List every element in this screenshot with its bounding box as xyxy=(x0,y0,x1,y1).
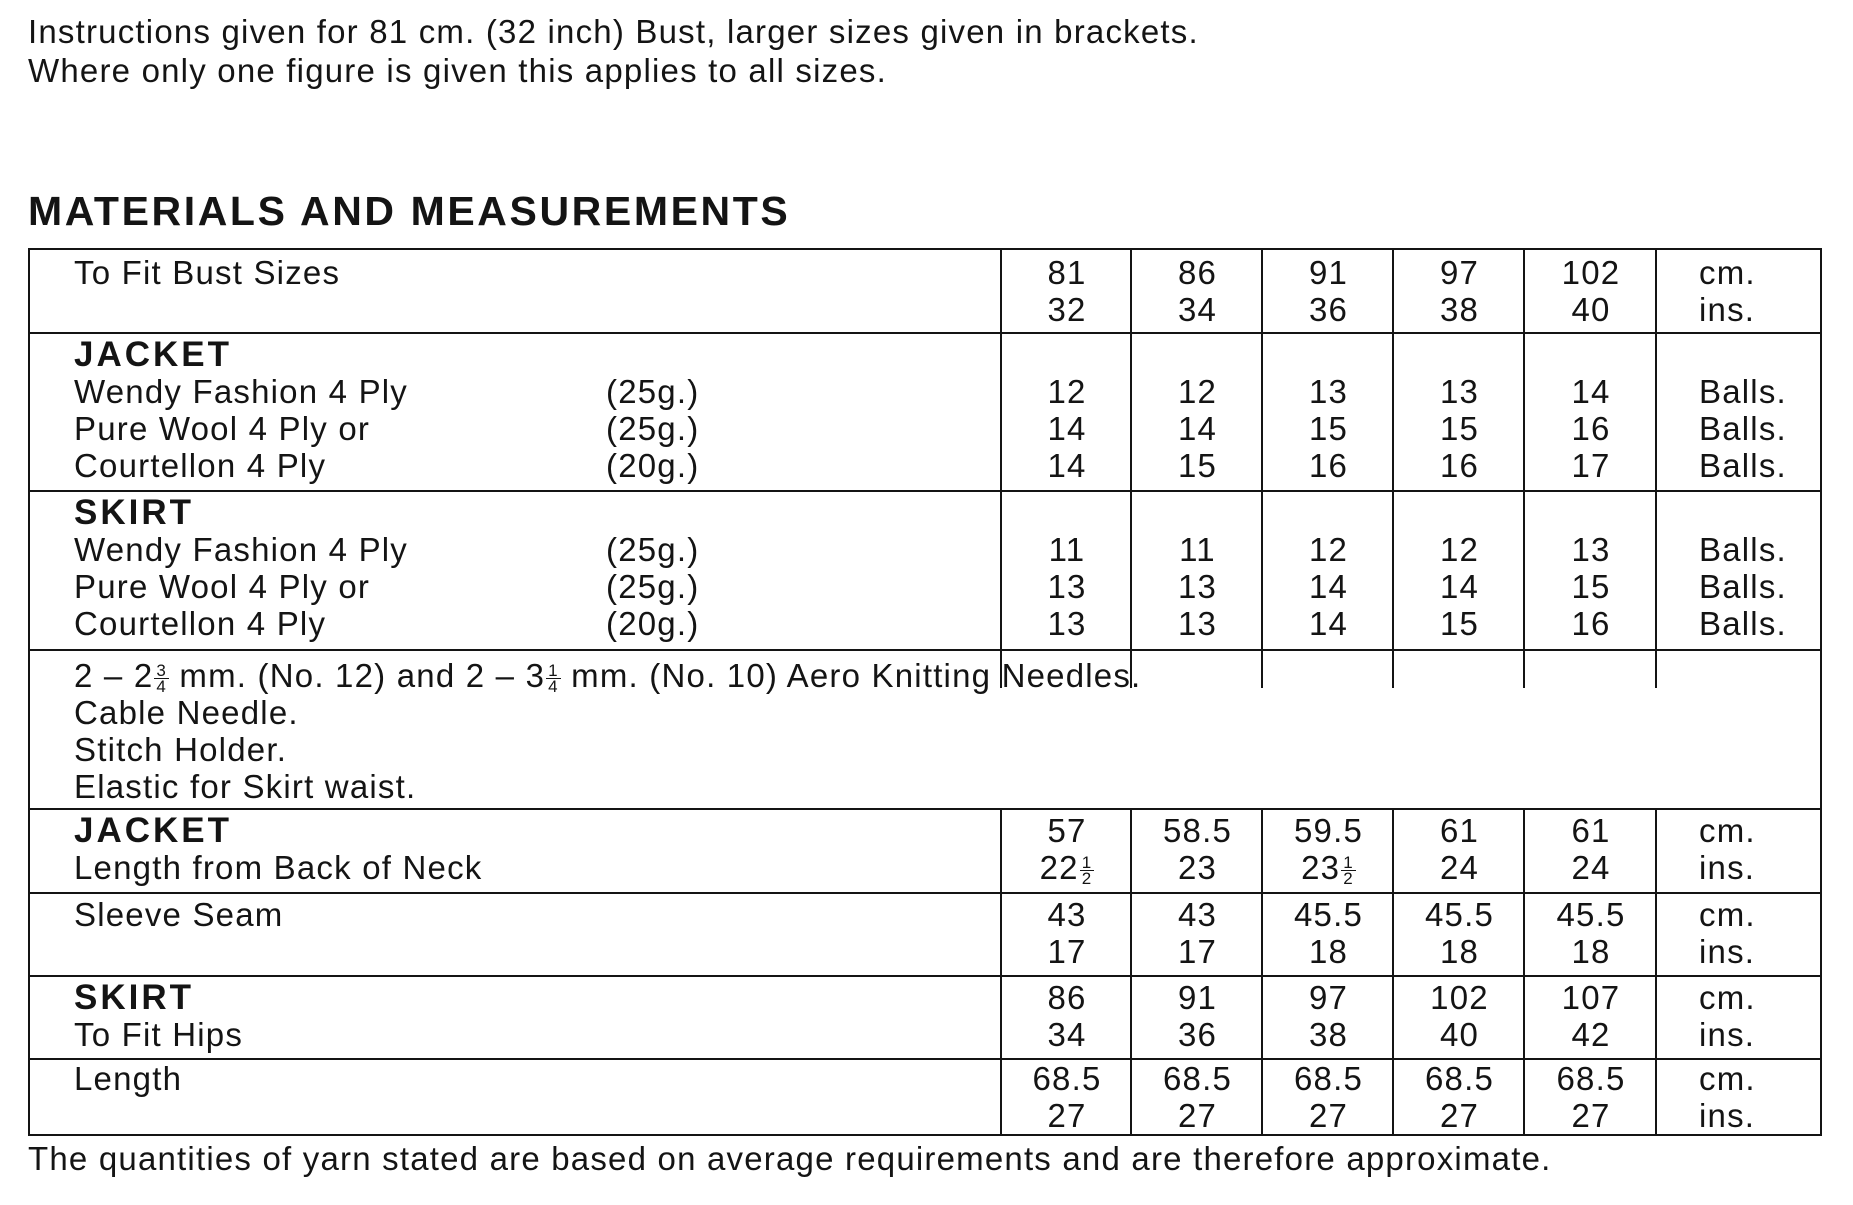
value-cm: 68.5 xyxy=(1556,1060,1626,1097)
size-column-3 xyxy=(1261,977,1394,1060)
size-column-5 xyxy=(1523,977,1657,1060)
size-column-4 xyxy=(1392,810,1525,894)
needles-text: mm. (No. 10) Aero Knitting Needles. xyxy=(560,657,1142,694)
ball-count: 12 xyxy=(1047,373,1087,410)
unit-balls: Balls. xyxy=(1699,410,1787,447)
unit-cm: cm. xyxy=(1699,812,1756,849)
size-column-1 xyxy=(1000,1060,1132,1134)
value-ins: 36 xyxy=(1308,291,1349,328)
unit-ins: ins. xyxy=(1699,291,1756,328)
skirt-hips-row xyxy=(30,975,1820,1058)
fraction-numerator: 1 xyxy=(548,660,559,680)
yarn-name: Courtellon 4 Ply xyxy=(74,447,327,484)
ball-count: 15 xyxy=(1571,568,1611,605)
value-cm: 43 xyxy=(1177,896,1218,933)
yarn-item xyxy=(30,531,1000,568)
value-cm: 68.5 xyxy=(1162,1060,1233,1097)
section-title: MATERIALS AND MEASUREMENTS xyxy=(28,188,791,234)
value-ins: 27 xyxy=(1308,1097,1349,1134)
fraction-denominator: 2 xyxy=(1081,868,1093,888)
ball-count: 14 xyxy=(1308,605,1349,642)
value-cm: 107 xyxy=(1561,979,1621,1016)
row-heading: SKIRT xyxy=(74,493,194,532)
unit-ins: ins. xyxy=(1699,849,1756,886)
size-column-2 xyxy=(1130,250,1263,336)
value-ins: 36 xyxy=(1177,1016,1218,1053)
unit-balls: Balls. xyxy=(1699,373,1787,410)
value-ins: 27 xyxy=(1439,1097,1480,1134)
yarn-weight: (20g.) xyxy=(606,605,700,642)
yarn-weight: (25g.) xyxy=(606,531,700,568)
value-cm: 59.5 xyxy=(1293,812,1364,849)
ball-count: 14 xyxy=(1308,568,1349,605)
ball-count: 14 xyxy=(1047,447,1087,484)
ball-count: 15 xyxy=(1308,410,1349,447)
yarn-weight: (25g.) xyxy=(606,410,700,447)
value-cm: 86 xyxy=(1177,254,1218,291)
ball-count: 12 xyxy=(1439,531,1480,568)
value-cm: 97 xyxy=(1439,254,1480,291)
size-column-1 xyxy=(1000,977,1132,1060)
fraction-denominator: 4 xyxy=(156,676,168,696)
size-column-4 xyxy=(1392,250,1525,336)
ball-count: 12 xyxy=(1308,531,1349,568)
value-cm: 45.5 xyxy=(1556,896,1626,933)
bust-sizes-row xyxy=(30,250,1820,332)
fraction xyxy=(546,660,561,696)
size-column-2 xyxy=(1130,977,1263,1060)
size-column-1 xyxy=(1000,810,1132,894)
unit-cm: cm. xyxy=(1699,254,1756,291)
value-ins: 34 xyxy=(1047,1016,1087,1053)
yarn-name: Wendy Fashion 4 Ply xyxy=(74,531,409,568)
unit-column xyxy=(1655,894,1822,977)
row-heading: JACKET xyxy=(74,811,233,850)
unit-ins: ins. xyxy=(1699,933,1756,970)
ball-count: 12 xyxy=(1177,373,1218,410)
size-column-5 xyxy=(1523,1060,1657,1134)
unit-ins: ins. xyxy=(1699,1097,1756,1134)
unit-cm: cm. xyxy=(1699,979,1756,1016)
value-cm: 91 xyxy=(1308,254,1349,291)
value-ins: 38 xyxy=(1439,291,1480,328)
unit-column xyxy=(1655,250,1822,336)
ball-count: 13 xyxy=(1047,568,1087,605)
unit-cm: cm. xyxy=(1699,896,1756,933)
yarn-name: Wendy Fashion 4 Ply xyxy=(74,373,409,410)
value-ins: 17 xyxy=(1177,933,1218,970)
needles-line xyxy=(30,657,1820,694)
ball-count: 14 xyxy=(1177,410,1218,447)
size-column-4 xyxy=(1392,977,1525,1060)
ball-count: 13 xyxy=(1177,605,1218,642)
unit-ins: ins. xyxy=(1699,1016,1756,1053)
fraction-denominator: 4 xyxy=(548,676,559,696)
size-column-1 xyxy=(1000,894,1132,977)
value-cm: 57 xyxy=(1047,812,1087,849)
intro-line: Instructions given for 81 cm. (32 inch) Bust, larger sizes given in brackets. xyxy=(28,13,1199,50)
size-column-2 xyxy=(1130,810,1263,894)
yarn-name: Courtellon 4 Ply xyxy=(74,605,327,642)
size-column-3 xyxy=(1261,250,1394,336)
ball-count: 15 xyxy=(1439,410,1480,447)
ball-count: 15 xyxy=(1177,447,1218,484)
row-label: Sleeve Seam xyxy=(74,896,284,933)
value-cm: 68.5 xyxy=(1032,1060,1102,1097)
size-column-3 xyxy=(1261,810,1394,894)
intro-line: Where only one figure is given this applies to all sizes. xyxy=(28,52,887,89)
jacket-length-row xyxy=(30,808,1820,892)
size-column-4 xyxy=(1392,1060,1525,1134)
needles-text: 2 – 2 xyxy=(74,657,154,694)
needles-text: mm. (No. 12) and 2 – 3 xyxy=(169,657,546,694)
value-cm: 61 xyxy=(1439,812,1480,849)
value-ins: 18 xyxy=(1308,933,1349,970)
notion-item: Elastic for Skirt waist. xyxy=(74,768,417,805)
unit-column xyxy=(1655,977,1822,1060)
yarn-item xyxy=(30,447,1000,484)
yarn-name: Pure Wool 4 Ply or xyxy=(74,568,371,605)
ball-count: 14 xyxy=(1439,568,1480,605)
value-ins: 38 xyxy=(1308,1016,1349,1053)
value-ins: 34 xyxy=(1177,291,1218,328)
row-heading: SKIRT xyxy=(74,978,194,1017)
yarn-weight: (25g.) xyxy=(606,373,700,410)
fraction-numerator: 1 xyxy=(1343,852,1354,872)
unit-balls: Balls. xyxy=(1699,447,1787,484)
fraction xyxy=(1341,852,1356,888)
ball-count: 13 xyxy=(1439,373,1480,410)
value-ins: 24 xyxy=(1571,849,1611,886)
size-column-5 xyxy=(1523,250,1657,336)
value-ins: 32 xyxy=(1047,291,1087,328)
value-cm: 45.5 xyxy=(1293,896,1364,933)
size-column-4 xyxy=(1392,894,1525,977)
ball-count: 15 xyxy=(1439,605,1480,642)
unit-balls: Balls. xyxy=(1699,605,1787,642)
value-ins: 18 xyxy=(1439,933,1480,970)
value-cm: 91 xyxy=(1177,979,1218,1016)
row-label: Length from Back of Neck xyxy=(74,849,483,886)
value-ins: 27 xyxy=(1571,1097,1611,1134)
row-heading: JACKET xyxy=(74,335,233,374)
size-column-1 xyxy=(1000,250,1132,336)
ball-count: 14 xyxy=(1571,373,1611,410)
skirt-length-row xyxy=(30,1058,1820,1134)
value-cm: 68.5 xyxy=(1424,1060,1495,1097)
notion-item: Cable Needle. xyxy=(74,694,299,731)
fraction-denominator: 2 xyxy=(1343,868,1354,888)
fraction-numerator: 3 xyxy=(156,660,168,680)
sleeve-seam-row xyxy=(30,892,1820,975)
jacket-yarn-row xyxy=(30,332,1820,490)
value-ins xyxy=(1002,849,1132,886)
row-label: To Fit Bust Sizes xyxy=(74,254,341,291)
value-cm: 58.5 xyxy=(1162,812,1233,849)
value-ins: 27 xyxy=(1047,1097,1087,1134)
yarn-item xyxy=(30,410,1000,447)
notions-row xyxy=(30,649,1820,808)
value-ins: 40 xyxy=(1571,291,1611,328)
yarn-name: Pure Wool 4 Ply or xyxy=(74,410,371,447)
value-cm: 97 xyxy=(1308,979,1349,1016)
ball-count: 16 xyxy=(1571,605,1611,642)
value-cm: 86 xyxy=(1047,979,1087,1016)
value-ins: 23 xyxy=(1177,849,1218,886)
ball-count: 13 xyxy=(1047,605,1087,642)
size-column-5 xyxy=(1523,894,1657,977)
unit-column xyxy=(1655,810,1822,894)
yarn-weight: (25g.) xyxy=(606,568,700,605)
value-ins: 42 xyxy=(1571,1016,1611,1053)
unit-balls: Balls. xyxy=(1699,531,1787,568)
value-ins: 27 xyxy=(1177,1097,1218,1134)
notion-item: Stitch Holder. xyxy=(74,731,288,768)
value-ins xyxy=(1263,849,1394,886)
value-ins: 18 xyxy=(1571,933,1611,970)
yarn-item xyxy=(30,373,1000,410)
ball-count: 13 xyxy=(1177,568,1218,605)
size-column-3 xyxy=(1261,894,1394,977)
size-column-2 xyxy=(1130,1060,1263,1134)
unit-cm: cm. xyxy=(1699,1060,1756,1097)
footnote: The quantities of yarn stated are based on average requirements and are therefore approximate. xyxy=(28,1140,1552,1177)
ball-count: 14 xyxy=(1047,410,1087,447)
yarn-item xyxy=(30,568,1000,605)
yarn-item xyxy=(30,605,1000,642)
size-column-3 xyxy=(1261,1060,1394,1134)
fraction xyxy=(1080,852,1095,888)
materials-table xyxy=(28,248,1822,1136)
value-cm: 43 xyxy=(1047,896,1087,933)
value-cm: 81 xyxy=(1047,254,1087,291)
ball-count: 11 xyxy=(1048,531,1086,568)
value-whole: 23 xyxy=(1301,849,1341,886)
ball-count: 17 xyxy=(1571,447,1611,484)
ball-count: 13 xyxy=(1308,373,1349,410)
yarn-weight: (20g.) xyxy=(606,447,700,484)
value-ins: 24 xyxy=(1439,849,1480,886)
skirt-yarn-row xyxy=(30,490,1820,649)
value-ins: 40 xyxy=(1439,1016,1480,1053)
value-ins: 17 xyxy=(1047,933,1087,970)
ball-count: 16 xyxy=(1308,447,1349,484)
fraction xyxy=(154,660,169,696)
value-cm: 61 xyxy=(1571,812,1611,849)
ball-count: 11 xyxy=(1179,531,1216,568)
size-column-5 xyxy=(1523,810,1657,894)
size-column-2 xyxy=(1130,894,1263,977)
unit-balls: Balls. xyxy=(1699,568,1787,605)
ball-count: 16 xyxy=(1571,410,1611,447)
value-whole: 22 xyxy=(1039,849,1079,886)
row-label: Length xyxy=(74,1060,183,1097)
ball-count: 13 xyxy=(1571,531,1611,568)
row-label: To Fit Hips xyxy=(74,1016,244,1053)
value-cm: 68.5 xyxy=(1293,1060,1364,1097)
ball-count: 16 xyxy=(1439,447,1480,484)
value-cm: 45.5 xyxy=(1424,896,1495,933)
intro-text xyxy=(28,12,1199,90)
fraction-numerator: 1 xyxy=(1081,852,1093,872)
value-cm: 102 xyxy=(1561,254,1621,291)
unit-column xyxy=(1655,1060,1822,1134)
value-cm: 102 xyxy=(1430,979,1489,1016)
